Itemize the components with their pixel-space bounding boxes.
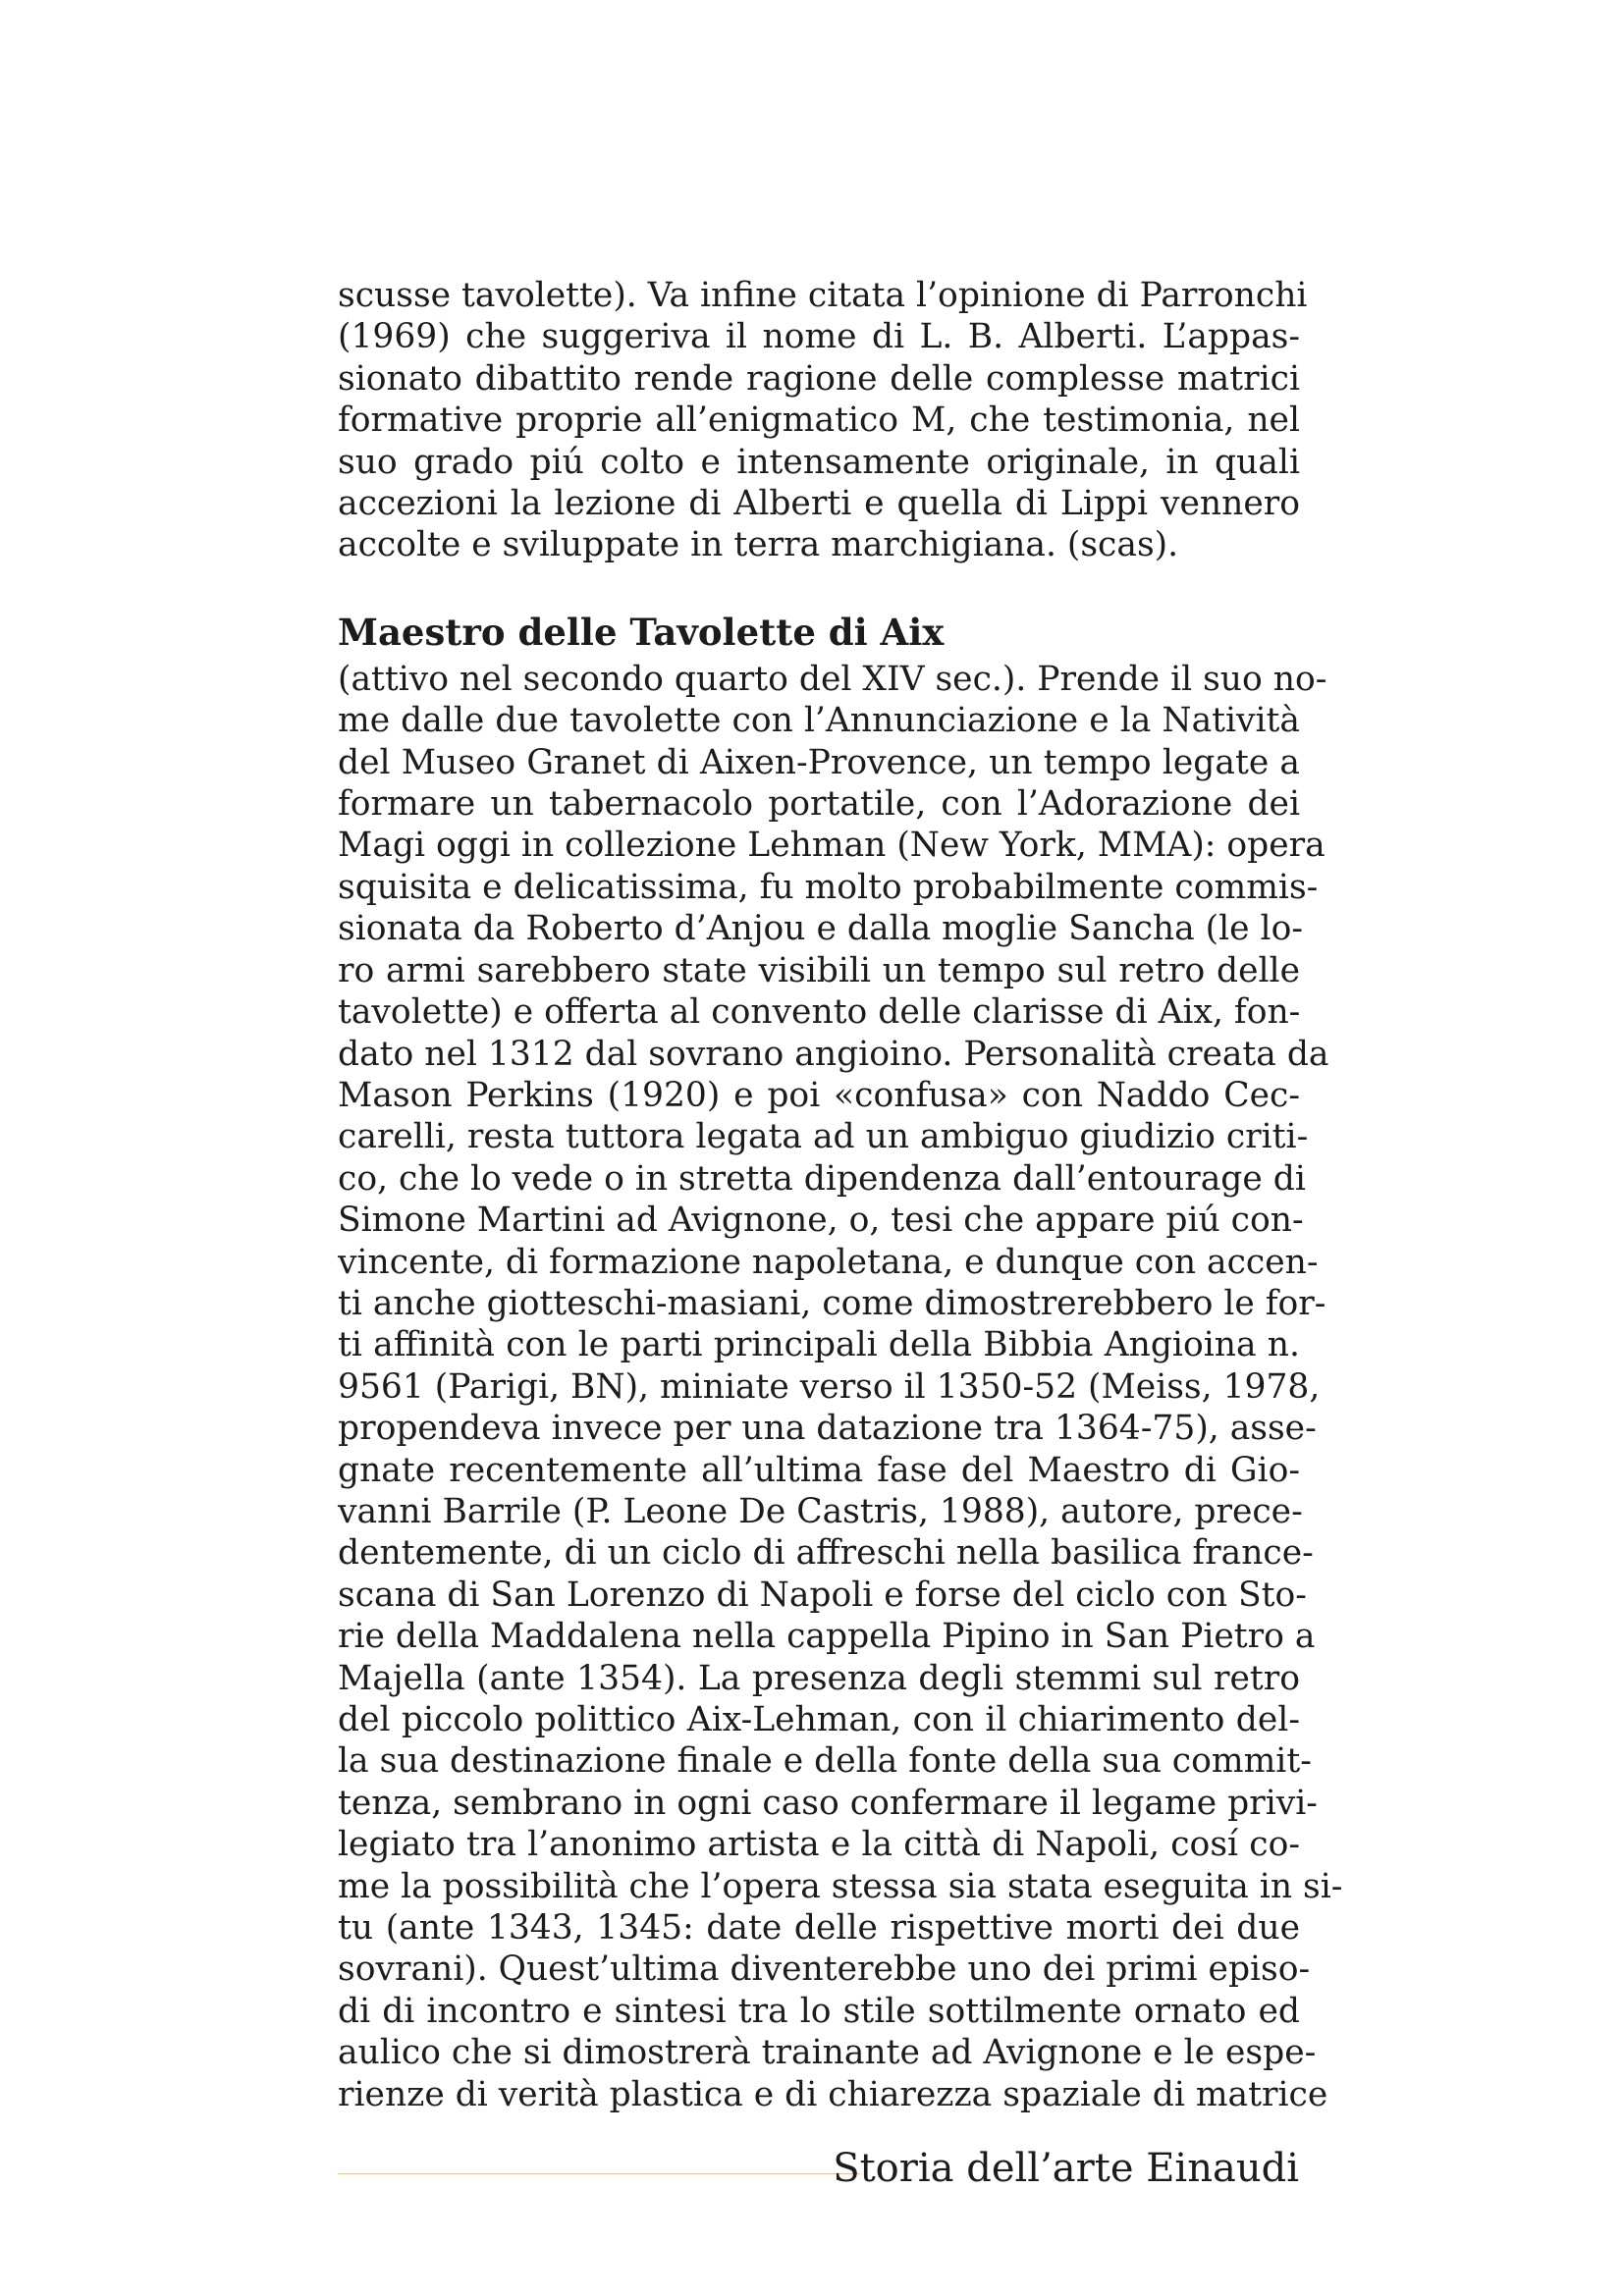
continuation-line: formative proprie all’enigmatico M, che testimonia, nel bbox=[338, 400, 1300, 441]
entry-line: me la possibilità che l’opera stessa sia stata eseguita in si- bbox=[338, 1866, 1343, 1906]
entry-line: (attivo nel secondo quarto del XIV sec.). Prende il suo no- bbox=[338, 659, 1327, 699]
continuation-line: sionato dibattito rende ragione delle complesse matrici bbox=[338, 358, 1300, 399]
footer-rule bbox=[338, 2173, 860, 2174]
section-gap bbox=[338, 566, 1300, 610]
entry-line: carelli, resta tuttora legata ad un ambiguo giudizio criti- bbox=[338, 1117, 1309, 1157]
entry-line: rienze di verità plastica e di chiarezza spaziale di matrice bbox=[338, 2074, 1328, 2114]
entry-line: ro armi sarebbero state visibili un tempo sul retro delle bbox=[338, 950, 1300, 990]
entry-line: squisita e delicatissima, fu molto probabilmente commis- bbox=[338, 867, 1319, 907]
entry-line: legiato tra l’anonimo artista e la città di Napoli, cosí co- bbox=[338, 1825, 1300, 1865]
entry-line: del piccolo polittico Aix-Lehman, con il chiarimento del- bbox=[338, 1700, 1300, 1739]
entry-line: me dalle due tavolette con l’Annunciazione e la Natività bbox=[338, 701, 1300, 741]
entry-body bbox=[338, 659, 1343, 2115]
continuation-line: (1969) che suggeriva il nome di L. B. Alberti. L’appas- bbox=[338, 317, 1300, 357]
text-block bbox=[338, 275, 1343, 2115]
footer-title: Storia dell’arte Einaudi bbox=[833, 2146, 1299, 2191]
entry-line: gnate recentemente all’ultima fase del Maestro di Gio- bbox=[338, 1450, 1300, 1490]
entry-line: tu (ante 1343, 1345: date delle rispettive morti dei due bbox=[338, 1908, 1300, 1949]
entry-line: la sua destinazione finale e della fonte della sua commit- bbox=[338, 1741, 1312, 1782]
entry-line: dato nel 1312 dal sovrano angioino. Personalità creata da bbox=[338, 1034, 1329, 1074]
continuation-paragraph bbox=[338, 275, 1308, 566]
continuation-line: accolte e sviluppate in terra marchigiana. (scas). bbox=[338, 525, 1179, 565]
entry-line: dentemente, di un ciclo di affreschi nella basilica france- bbox=[338, 1533, 1314, 1574]
entry-line: Simone Martini ad Avignone, o, tesi che appare piú con- bbox=[338, 1201, 1304, 1241]
entry-line: scana di San Lorenzo di Napoli e forse del ciclo con Sto- bbox=[338, 1575, 1307, 1615]
entry-line: 9561 (Parigi, BN), miniate verso il 1350-52 (Meiss, 1978, bbox=[338, 1366, 1321, 1407]
entry-line: sionata da Roberto d’Anjou e dalla moglie Sancha (le lo- bbox=[338, 909, 1303, 949]
entry-line: tenza, sembrano in ogni caso confermare il legame privi- bbox=[338, 1783, 1318, 1823]
entry-line: tavolette) e offerta al convento delle clarisse di Aix, fon- bbox=[338, 992, 1301, 1033]
entry-line: ti affinità con le parti principali della Bibbia Angioina n. bbox=[338, 1325, 1300, 1365]
entry-line: aulico che si dimostrerà trainante ad Avignone e le espe- bbox=[338, 2033, 1317, 2073]
entry-heading: Maestro delle Tavolette di Aix bbox=[338, 610, 945, 654]
continuation-line: accezioni la lezione di Alberti e quella di Lippi vennero bbox=[338, 484, 1300, 524]
entry-line: vanni Barrile (P. Leone De Castris, 1988), autore, prece- bbox=[338, 1491, 1303, 1531]
entry-line: sovrani). Quest’ultima diventerebbe uno dei primi episo- bbox=[338, 1949, 1311, 1990]
continuation-line: suo grado piú colto e intensamente originale, in quali bbox=[338, 442, 1300, 482]
entry-line: vincente, di formazione napoletana, e dunque con accen- bbox=[338, 1242, 1319, 1282]
continuation-line: scusse tavolette). Va infine citata l’opinione di Parronchi bbox=[338, 276, 1308, 315]
entry-line: propendeva invece per una datazione tra 1364-75), asse- bbox=[338, 1409, 1317, 1449]
entry-line: ti anche giotteschi-masiani, come dimostrerebbero le for- bbox=[338, 1283, 1326, 1323]
entry-line: di di incontro e sintesi tra lo stile sottilmente ornato ed bbox=[338, 1991, 1300, 2031]
entry-line: Mason Perkins (1920) e poi «confusa» con Naddo Cec- bbox=[338, 1075, 1300, 1115]
entry-line: rie della Maddalena nella cappella Pipino in San Pietro a bbox=[338, 1617, 1316, 1657]
entry-line: Majella (ante 1354). La presenza degli stemmi sul retro bbox=[338, 1658, 1300, 1698]
entry-line: formare un tabernacolo portatile, con l’Adorazione dei bbox=[338, 784, 1300, 825]
entry-line: co, che lo vede o in stretta dipendenza dall’entourage di bbox=[338, 1158, 1306, 1199]
entry-line: del Museo Granet di Aixen-Provence, un tempo legate a bbox=[338, 742, 1300, 782]
entry-line: Magi oggi in collezione Lehman (New York, MMA): opera bbox=[338, 826, 1325, 866]
